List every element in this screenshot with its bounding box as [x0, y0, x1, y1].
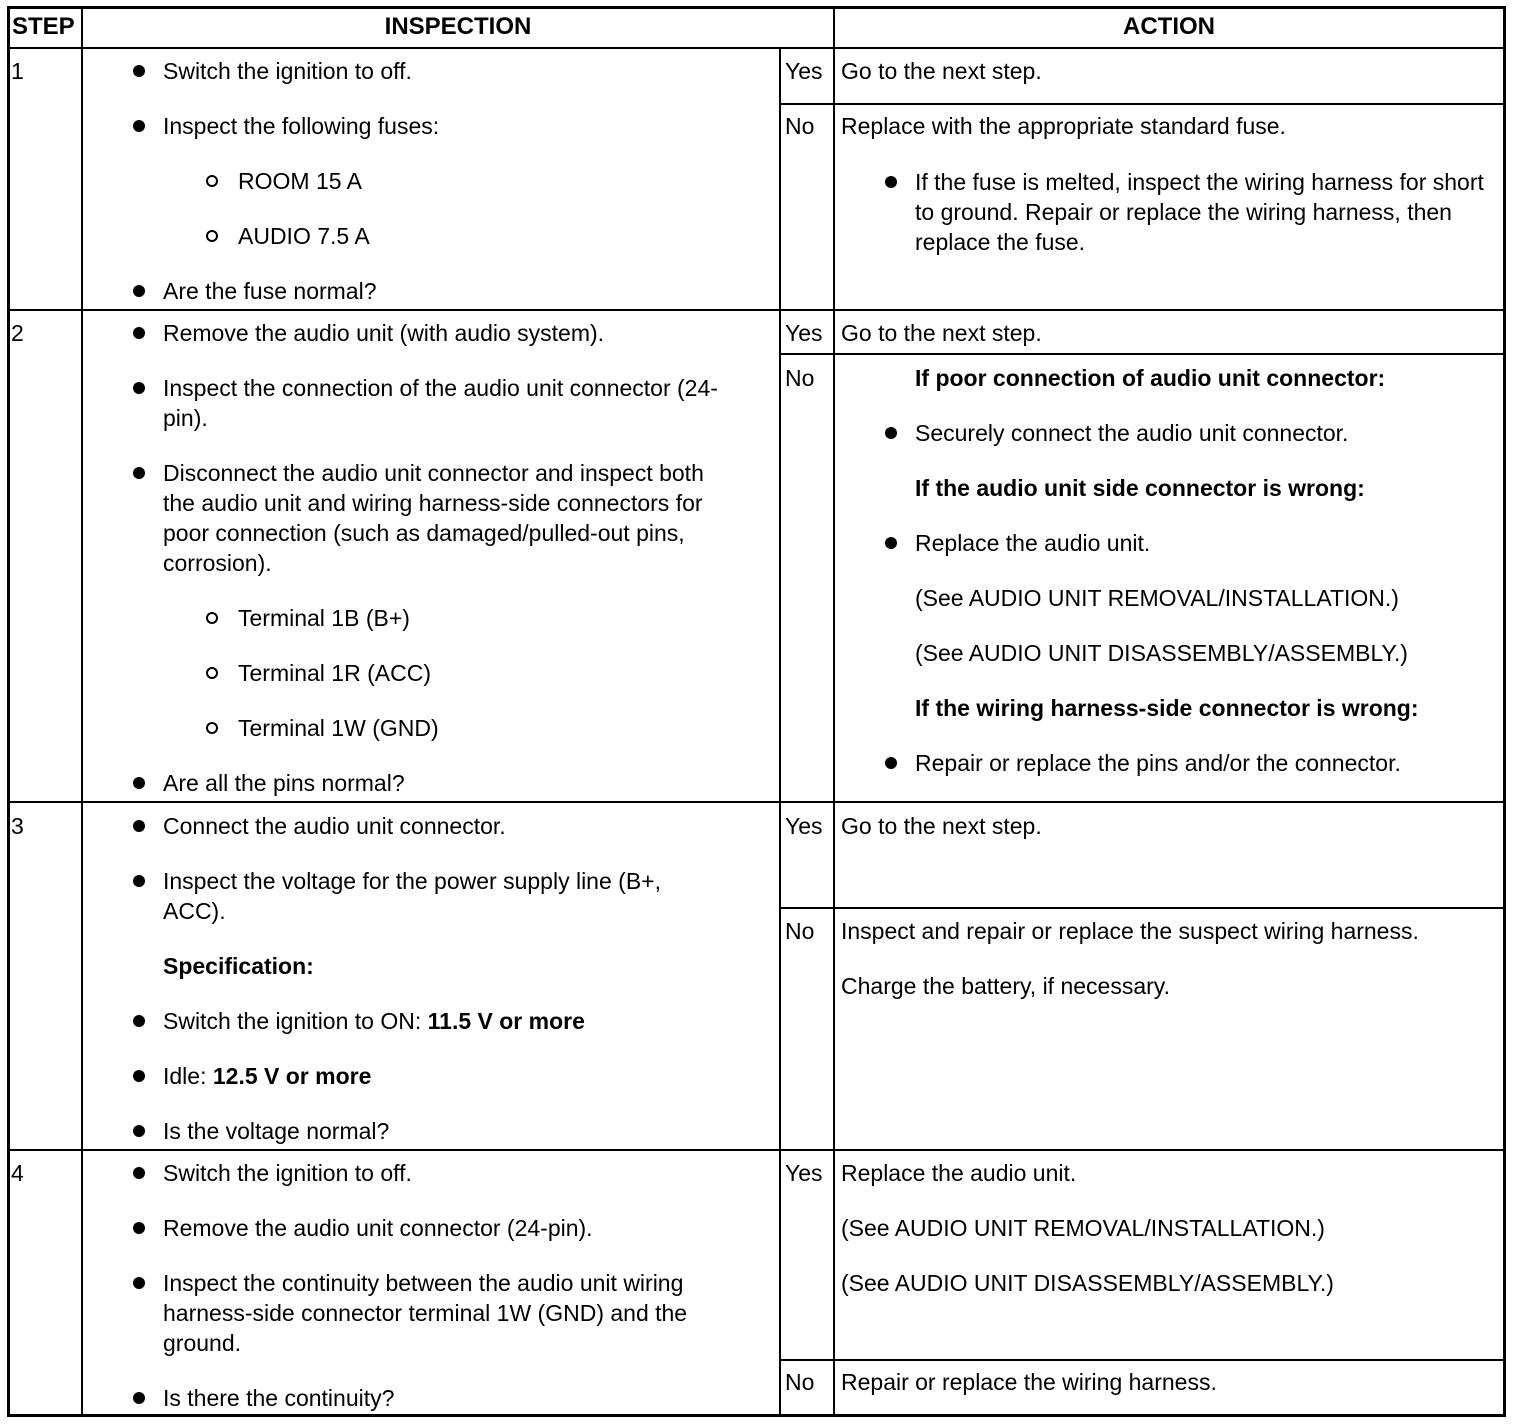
- bullet-icon: [133, 1070, 145, 1082]
- yes-label: Yes: [785, 320, 823, 346]
- inspection-subitem: Terminal 1R (ACC): [238, 660, 431, 686]
- circle-bullet-icon: [206, 667, 218, 679]
- action-text: Replace the audio unit.: [841, 1160, 1077, 1186]
- inspection-text: Inspect the connection of the audio unit connector (24-pin).: [163, 375, 718, 431]
- circle-bullet-icon: [206, 230, 218, 242]
- yes-label: Yes: [785, 1160, 823, 1186]
- action-reference: (See AUDIO UNIT DISASSEMBLY/ASSEMBLY.): [841, 1270, 1334, 1296]
- inspection-text: Are all the pins normal?: [163, 770, 405, 796]
- no-label: No: [785, 918, 815, 944]
- column-divider-yesno: [779, 48, 781, 1417]
- spec-condition: Switch the ignition to ON:: [163, 1008, 428, 1034]
- bullet-icon: [133, 327, 145, 339]
- action-text: Go to the next step.: [841, 58, 1042, 84]
- action-condition: If the wiring harness-side connector is wrong:: [915, 695, 1419, 721]
- circle-bullet-icon: [206, 175, 218, 187]
- inspection-text: Inspect the continuity between the audio unit wiring harness-side connector terminal 1W (GND) and the ground.: [163, 1270, 688, 1356]
- bullet-icon: [133, 467, 145, 479]
- circle-bullet-icon: [206, 612, 218, 624]
- action-condition: If the audio unit side connector is wrong:: [915, 475, 1365, 501]
- row-divider-step2: [7, 801, 1506, 803]
- yesno-divider-step4: [779, 1359, 1506, 1361]
- bullet-icon: [133, 1277, 145, 1289]
- action-text: Replace the audio unit.: [915, 530, 1151, 556]
- spec-value: 12.5 V or more: [212, 1063, 372, 1089]
- header-inspection: INSPECTION: [384, 13, 532, 40]
- table-border-right: [1503, 6, 1506, 1417]
- bullet-icon: [133, 1392, 145, 1404]
- bullet-icon: [885, 427, 897, 439]
- diagnostic-table: [7, 6, 1506, 1417]
- bullet-icon: [133, 777, 145, 789]
- no-label: No: [785, 113, 815, 139]
- table-border-top: [7, 6, 1506, 9]
- no-label: No: [785, 365, 815, 391]
- inspection-text: Inspect the following fuses:: [163, 113, 440, 139]
- inspection-subitem: ROOM 15 A: [238, 168, 362, 194]
- inspection-text: Is there the continuity?: [163, 1385, 395, 1411]
- action-text: Repair or replace the pins and/or the connector.: [915, 750, 1401, 776]
- bullet-icon: [133, 120, 145, 132]
- yesno-divider-step1: [779, 103, 1506, 105]
- table-border-bottom: [7, 1414, 1506, 1417]
- step-number: 1: [11, 58, 24, 84]
- spec-condition: Idle:: [163, 1063, 213, 1089]
- action-text: Charge the battery, if necessary.: [841, 973, 1170, 999]
- inspection-spec: [163, 1061, 371, 1091]
- yes-label: Yes: [785, 813, 823, 839]
- bullet-icon: [133, 65, 145, 77]
- step-number: 3: [11, 813, 24, 839]
- header-action: ACTION: [1123, 13, 1215, 40]
- no-label: No: [785, 1369, 815, 1395]
- circle-bullet-icon: [206, 722, 218, 734]
- bullet-icon: [133, 875, 145, 887]
- specification-label: Specification:: [163, 953, 314, 979]
- action-text: If the fuse is melted, inspect the wiring harness for short to ground. Repair or replace the wiring harness, then replace the fuse.: [915, 169, 1484, 255]
- inspection-text: Remove the audio unit (with audio system).: [163, 320, 605, 346]
- inspection-spec: [163, 1006, 585, 1036]
- action-text: Replace with the appropriate standard fuse.: [841, 113, 1286, 139]
- step-number: 2: [11, 320, 24, 346]
- inspection-text: Are the fuse normal?: [163, 278, 377, 304]
- table-border-left: [7, 6, 10, 1417]
- bullet-icon: [885, 176, 897, 188]
- row-divider-header: [7, 47, 1506, 49]
- inspection-subitem: Terminal 1B (B+): [238, 605, 410, 631]
- action-reference: (See AUDIO UNIT DISASSEMBLY/ASSEMBLY.): [915, 640, 1408, 666]
- inspection-text: Disconnect the audio unit connector and inspect both the audio unit and wiring harness-side connectors for poor connection (such as damaged/pulled-out pins, corrosion).: [163, 460, 704, 576]
- action-condition: If poor connection of audio unit connector:: [915, 365, 1386, 391]
- yesno-divider-step3: [779, 907, 1506, 909]
- bullet-icon: [133, 1015, 145, 1027]
- bullet-icon: [133, 285, 145, 297]
- inspection-subitem: Terminal 1W (GND): [238, 715, 439, 741]
- bullet-icon: [885, 757, 897, 769]
- inspection-text: Switch the ignition to off.: [163, 58, 412, 84]
- column-divider-step: [81, 6, 83, 1417]
- bullet-icon: [885, 537, 897, 549]
- action-reference: (See AUDIO UNIT REMOVAL/INSTALLATION.): [841, 1215, 1325, 1241]
- action-reference: (See AUDIO UNIT REMOVAL/INSTALLATION.): [915, 585, 1399, 611]
- header-step: STEP: [12, 13, 75, 40]
- action-text: Go to the next step.: [841, 813, 1042, 839]
- yes-label: Yes: [785, 58, 823, 84]
- bullet-icon: [133, 1125, 145, 1137]
- inspection-text: Switch the ignition to off.: [163, 1160, 412, 1186]
- action-text: Repair or replace the wiring harness.: [841, 1369, 1217, 1395]
- action-text: Securely connect the audio unit connector.: [915, 420, 1349, 446]
- inspection-text: Connect the audio unit connector.: [163, 813, 506, 839]
- row-divider-step1: [7, 309, 1506, 311]
- yesno-divider-step2: [779, 353, 1506, 355]
- spec-value: 11.5 V or more: [427, 1008, 585, 1034]
- inspection-text: Inspect the voltage for the power supply line (B+, ACC).: [163, 868, 661, 924]
- inspection-text: Remove the audio unit connector (24-pin).: [163, 1215, 593, 1241]
- column-divider-action: [833, 6, 835, 1417]
- inspection-subitem: AUDIO 7.5 A: [238, 223, 370, 249]
- bullet-icon: [133, 1222, 145, 1234]
- inspection-text: Is the voltage normal?: [163, 1118, 390, 1144]
- row-divider-step3: [7, 1149, 1506, 1151]
- action-text: Go to the next step.: [841, 320, 1042, 346]
- bullet-icon: [133, 820, 145, 832]
- bullet-icon: [133, 1167, 145, 1179]
- bullet-icon: [133, 382, 145, 394]
- step-number: 4: [11, 1160, 24, 1186]
- action-text: Inspect and repair or replace the suspect wiring harness.: [841, 918, 1419, 944]
